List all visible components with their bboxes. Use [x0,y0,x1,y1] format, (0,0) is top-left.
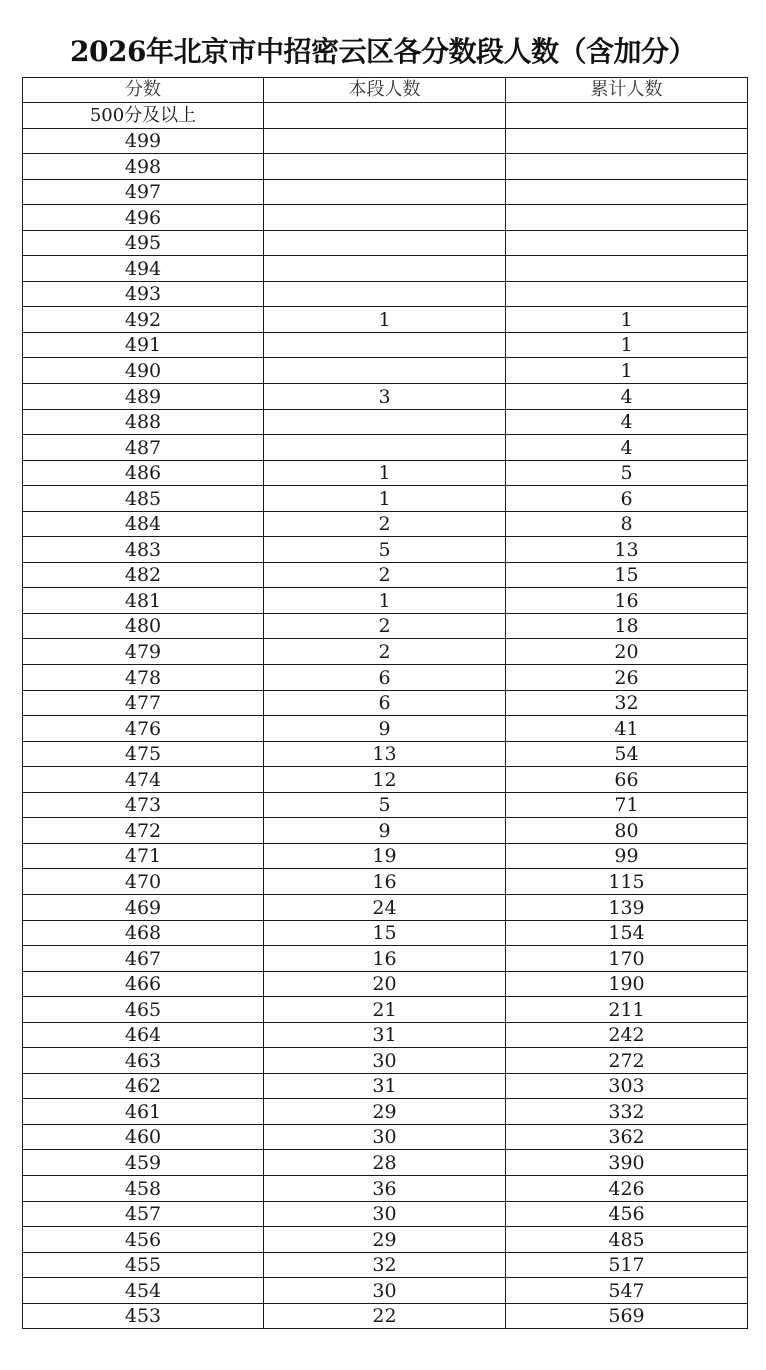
table-row [23,1201,748,1227]
table-row [23,179,748,205]
score-cell: 497 [23,179,264,205]
table-row [23,690,748,716]
header-row [23,78,748,103]
cumulative-cell [506,128,748,154]
cumulative-cell: 485 [506,1227,748,1253]
score-cell: 466 [23,971,264,997]
count-cell [264,256,506,282]
count-cell: 1 [264,486,506,512]
score-cell: 488 [23,409,264,435]
count-cell [264,154,506,180]
table-body [23,103,748,1329]
cumulative-cell: 4 [506,409,748,435]
cumulative-cell: 139 [506,894,748,920]
table-row [23,894,748,920]
table-row [23,154,748,180]
table-row [23,1048,748,1074]
count-cell: 30 [264,1124,506,1150]
table-row [23,818,748,844]
score-cell: 470 [23,869,264,895]
cumulative-cell: 332 [506,1099,748,1125]
header-count: 本段人数 [264,78,506,103]
cumulative-cell: 8 [506,511,748,537]
table-row [23,843,748,869]
count-cell: 22 [264,1303,506,1329]
count-cell: 3 [264,384,506,410]
score-cell: 472 [23,818,264,844]
table-row [23,1022,748,1048]
table-row [23,1227,748,1253]
count-cell: 24 [264,894,506,920]
count-cell: 5 [264,792,506,818]
score-cell: 481 [23,588,264,614]
table-row [23,920,748,946]
table-row [23,103,748,129]
score-cell: 456 [23,1227,264,1253]
table-row [23,1278,748,1304]
count-cell: 30 [264,1048,506,1074]
score-cell: 492 [23,307,264,333]
count-cell: 36 [264,1175,506,1201]
count-cell: 1 [264,307,506,333]
count-cell: 9 [264,818,506,844]
score-cell: 467 [23,946,264,972]
table-row [23,767,748,793]
count-cell: 30 [264,1201,506,1227]
score-cell: 493 [23,281,264,307]
count-cell [264,281,506,307]
cumulative-cell: 5 [506,460,748,486]
cumulative-cell: 1 [506,332,748,358]
cumulative-cell: 190 [506,971,748,997]
score-cell: 490 [23,358,264,384]
cumulative-cell [506,103,748,129]
score-cell: 485 [23,486,264,512]
cumulative-cell: 211 [506,997,748,1023]
count-cell: 28 [264,1150,506,1176]
cumulative-cell: 1 [506,307,748,333]
table-row [23,741,748,767]
count-cell: 21 [264,997,506,1023]
count-cell: 2 [264,639,506,665]
score-cell: 458 [23,1175,264,1201]
score-cell: 491 [23,332,264,358]
score-cell: 475 [23,741,264,767]
cumulative-cell: 170 [506,946,748,972]
cumulative-cell: 4 [506,435,748,461]
cumulative-cell: 390 [506,1150,748,1176]
cumulative-cell: 517 [506,1252,748,1278]
cumulative-cell [506,179,748,205]
count-cell [264,409,506,435]
count-cell [264,128,506,154]
table-row [23,792,748,818]
cumulative-cell: 569 [506,1303,748,1329]
cumulative-cell: 80 [506,818,748,844]
table-row [23,997,748,1023]
count-cell: 16 [264,946,506,972]
cumulative-cell: 6 [506,486,748,512]
score-cell: 468 [23,920,264,946]
table-row [23,128,748,154]
header-cumulative: 累计人数 [506,78,748,103]
cumulative-cell: 154 [506,920,748,946]
table-row [23,971,748,997]
score-cell: 500分及以上 [23,103,264,129]
count-cell [264,179,506,205]
score-cell: 463 [23,1048,264,1074]
count-cell [264,230,506,256]
table-row [23,281,748,307]
count-cell: 31 [264,1022,506,1048]
count-cell: 1 [264,460,506,486]
table-row [23,1124,748,1150]
table-row [23,205,748,231]
count-cell: 2 [264,511,506,537]
count-cell [264,332,506,358]
table-row [23,511,748,537]
count-cell: 15 [264,920,506,946]
cumulative-cell: 41 [506,716,748,742]
score-cell: 455 [23,1252,264,1278]
count-cell: 1 [264,588,506,614]
cumulative-cell: 426 [506,1175,748,1201]
table-row [23,307,748,333]
table-header [23,78,748,103]
cumulative-cell [506,256,748,282]
table-row [23,486,748,512]
cumulative-cell: 115 [506,869,748,895]
table-row [23,1073,748,1099]
cumulative-cell: 99 [506,843,748,869]
score-cell: 474 [23,767,264,793]
cumulative-cell: 242 [506,1022,748,1048]
cumulative-cell: 303 [506,1073,748,1099]
score-cell: 464 [23,1022,264,1048]
score-cell: 478 [23,665,264,691]
score-cell: 495 [23,230,264,256]
score-table-container [22,77,747,1329]
table-row [23,562,748,588]
count-cell: 5 [264,537,506,563]
cumulative-cell: 71 [506,792,748,818]
count-cell [264,358,506,384]
score-cell: 457 [23,1201,264,1227]
count-cell [264,205,506,231]
count-cell: 20 [264,971,506,997]
table-row [23,946,748,972]
cumulative-cell: 18 [506,613,748,639]
score-cell: 459 [23,1150,264,1176]
count-cell: 16 [264,869,506,895]
table-row [23,639,748,665]
score-distribution-table [22,77,748,1329]
score-cell: 477 [23,690,264,716]
count-cell: 13 [264,741,506,767]
cumulative-cell: 16 [506,588,748,614]
count-cell: 29 [264,1227,506,1253]
cumulative-cell: 26 [506,665,748,691]
table-row [23,613,748,639]
table-row [23,716,748,742]
header-score: 分数 [23,78,264,103]
count-cell: 6 [264,665,506,691]
count-cell [264,435,506,461]
score-cell: 460 [23,1124,264,1150]
score-cell: 461 [23,1099,264,1125]
count-cell: 29 [264,1099,506,1125]
count-cell: 2 [264,562,506,588]
score-cell: 484 [23,511,264,537]
cumulative-cell [506,205,748,231]
score-cell: 482 [23,562,264,588]
score-cell: 479 [23,639,264,665]
cumulative-cell: 547 [506,1278,748,1304]
table-row [23,1252,748,1278]
table-row [23,230,748,256]
cumulative-cell: 66 [506,767,748,793]
table-row [23,384,748,410]
count-cell [264,103,506,129]
score-cell: 469 [23,894,264,920]
table-row [23,460,748,486]
table-row [23,435,748,461]
score-cell: 498 [23,154,264,180]
table-row [23,869,748,895]
count-cell: 30 [264,1278,506,1304]
page-title: 2026年北京市中招密云区各分数段人数（含加分） [70,35,696,68]
score-cell: 487 [23,435,264,461]
cumulative-cell: 20 [506,639,748,665]
count-cell: 31 [264,1073,506,1099]
score-cell: 476 [23,716,264,742]
cumulative-cell: 4 [506,384,748,410]
score-cell: 471 [23,843,264,869]
count-cell: 6 [264,690,506,716]
cumulative-cell: 54 [506,741,748,767]
cumulative-cell [506,281,748,307]
table-row [23,665,748,691]
table-row [23,1303,748,1329]
score-cell: 494 [23,256,264,282]
cumulative-cell [506,154,748,180]
score-cell: 496 [23,205,264,231]
score-cell: 454 [23,1278,264,1304]
table-row [23,588,748,614]
cumulative-cell: 32 [506,690,748,716]
cumulative-cell [506,230,748,256]
cumulative-cell: 1 [506,358,748,384]
cumulative-cell: 15 [506,562,748,588]
table-row [23,537,748,563]
cumulative-cell: 456 [506,1201,748,1227]
table-row [23,332,748,358]
count-cell: 19 [264,843,506,869]
count-cell: 12 [264,767,506,793]
count-cell: 9 [264,716,506,742]
score-cell: 499 [23,128,264,154]
score-cell: 462 [23,1073,264,1099]
score-cell: 483 [23,537,264,563]
table-row [23,1150,748,1176]
table-row [23,1175,748,1201]
cumulative-cell: 13 [506,537,748,563]
score-cell: 465 [23,997,264,1023]
table-row [23,409,748,435]
score-cell: 453 [23,1303,264,1329]
count-cell: 32 [264,1252,506,1278]
score-cell: 480 [23,613,264,639]
table-row [23,358,748,384]
table-row [23,256,748,282]
count-cell: 2 [264,613,506,639]
score-cell: 473 [23,792,264,818]
cumulative-cell: 362 [506,1124,748,1150]
cumulative-cell: 272 [506,1048,748,1074]
table-row [23,1099,748,1125]
score-cell: 486 [23,460,264,486]
score-cell: 489 [23,384,264,410]
